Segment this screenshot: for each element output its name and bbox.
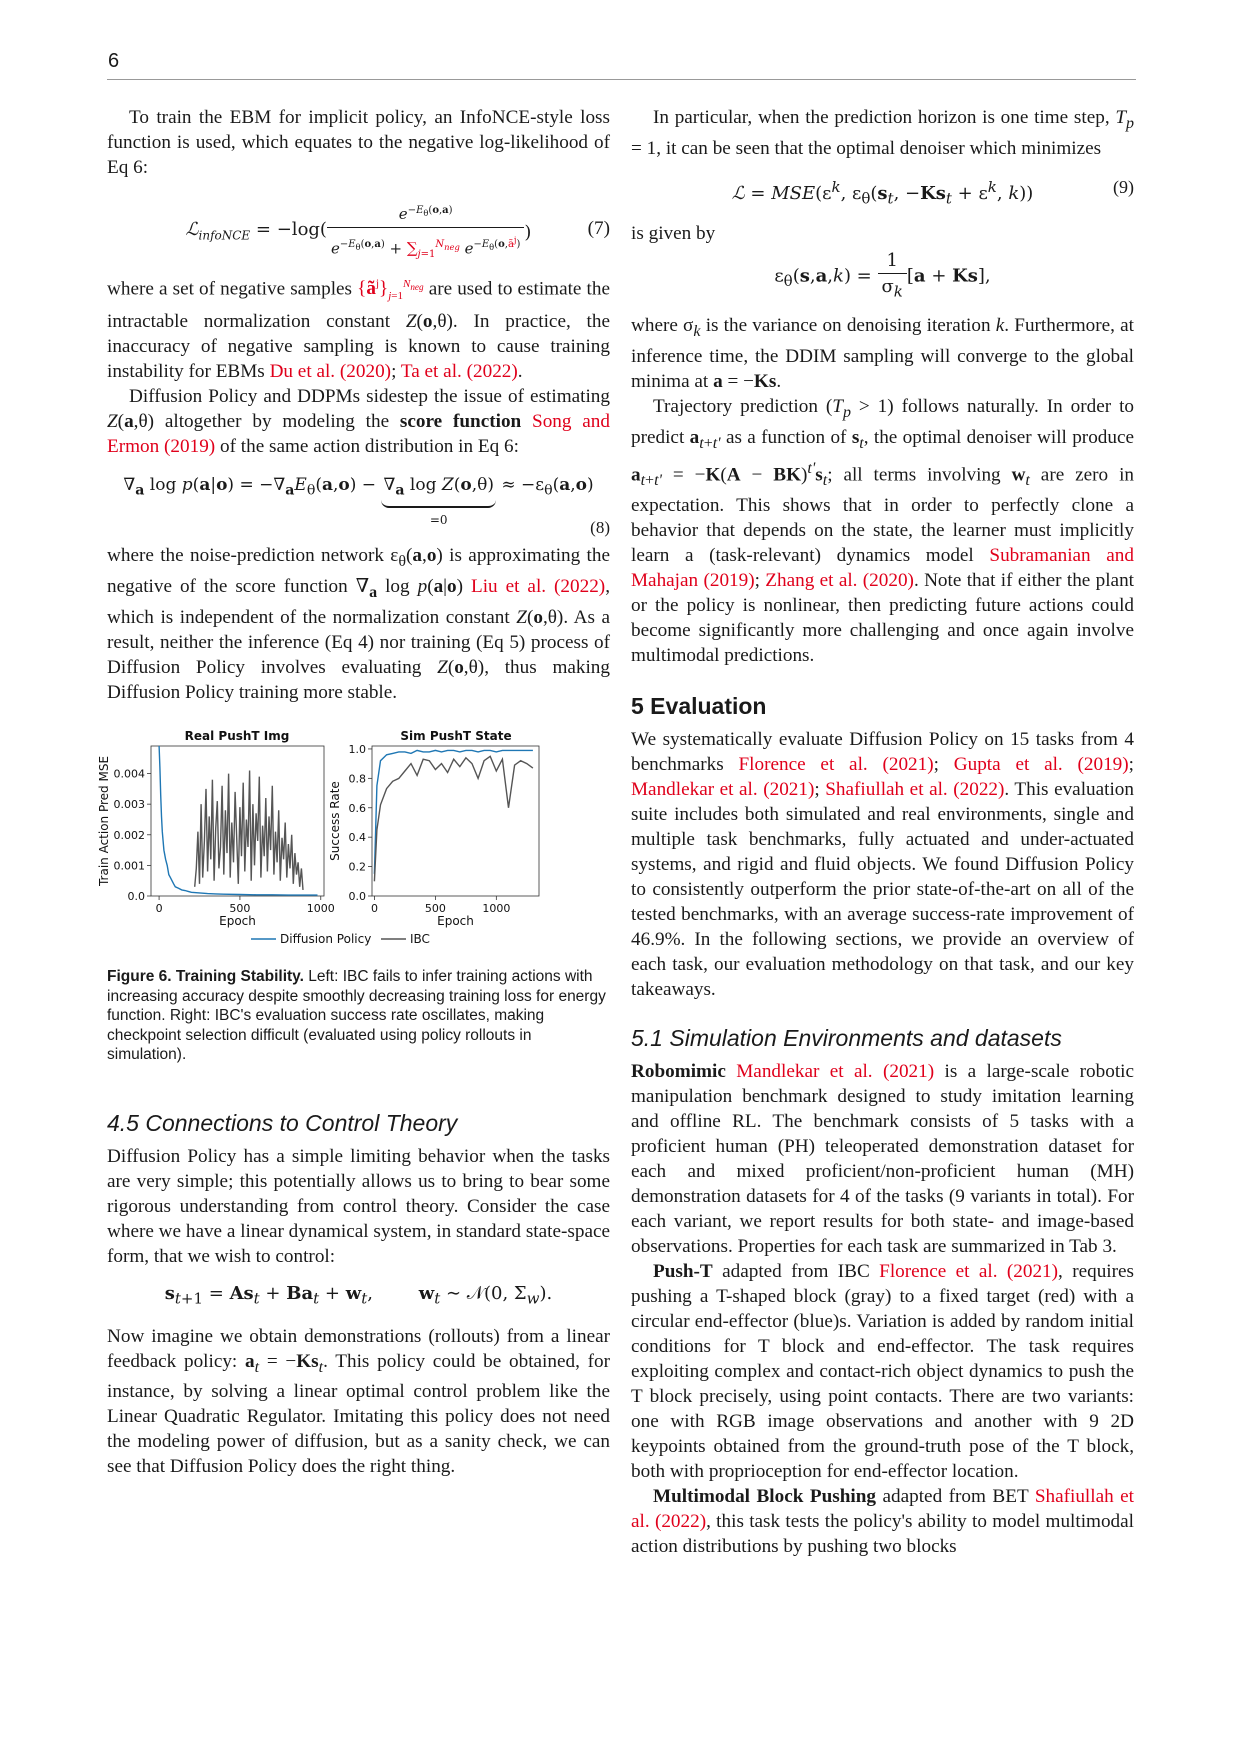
citation-florence-pusht[interactable]: Florence et al. (2021) xyxy=(879,1260,1059,1282)
legend-label-ibc: IBC xyxy=(410,932,430,946)
chart-real-pusht-img xyxy=(97,729,335,928)
x-tick-label: 500 xyxy=(229,902,251,915)
equation-optimal-denoiser: $\varepsilon_\theta(s,a,k)$ = $\frac{1}{\sigma_k}$ [a + Ks], xyxy=(774,250,991,302)
paragraph-control-theory: Diffusion Policy has a simple limiting behavior when the tasks are very simple; this potentially allows us to bring to bear some rigorous understanding from control theory. Consider the case where we have a linear dynamical system, in standard state-space form, that we wish to control: xyxy=(107,1146,610,1267)
left-column-bottom xyxy=(107,1111,610,1479)
y-tick-label: 0.6 xyxy=(348,801,366,815)
y-tick-label: 0.003 xyxy=(113,798,145,812)
equation-8: $\nabla_a$ $\log p(a|o) = -\nabla_aE_\theta(a,o)$ − $\nabla_a$ log Z(o,θ) =0 ≈ $-\varepsilon_\theta(a,o)$ (8) xyxy=(123,475,610,538)
legend-label-diffusion-policy: Diffusion Policy xyxy=(280,932,372,946)
header-rule xyxy=(107,79,1136,80)
chart-title: Real PushT Img xyxy=(184,729,290,743)
y-tick-label: 0.4 xyxy=(348,831,366,845)
y-tick-label: 1.0 xyxy=(348,742,366,756)
citation-liu[interactable]: Liu et al. (2022) xyxy=(470,576,606,598)
y-tick-label: 0.0 xyxy=(348,890,366,903)
x-tick-label: 1000 xyxy=(306,902,335,915)
paragraph-given-by: is given by xyxy=(631,223,716,245)
citation-shafiullah[interactable]: Shafiullah et al. (2022) xyxy=(825,778,1005,800)
citation-shafiullah-bet[interactable]: Shafiullah et al. (2022) xyxy=(631,1485,1135,1532)
y-tick-label: 0.002 xyxy=(113,828,145,842)
x-axis-label: Epoch xyxy=(219,914,256,928)
legend xyxy=(251,932,430,946)
paragraph-variance: where $\sigma_k$ is the variance on denoising iteration k. Furthermore, at inference time, the DDIM sampling will converge to the global minima at a = −Ks. xyxy=(631,315,1135,392)
page-number: 6 xyxy=(108,50,120,72)
paragraph-linear-feedback: Now imagine we obtain demonstrations (rollouts) from a linear feedback policy: $a_t = -Ks_t$. This policy could be obtained, for instance, by solving a linear optimal control problem like the Linear Quadratic Regulator. Imitating this policy does not need the modeling power of diffusion, but as a sanity check, we can see that Diffusion Policy does the right thing. xyxy=(107,1325,611,1478)
chart-sim-pusht-state xyxy=(328,729,539,928)
y-tick-label: 0.001 xyxy=(113,859,145,873)
y-tick-label: 0.004 xyxy=(113,767,145,781)
citation-mandlekar-robomimic[interactable]: Mandlekar et al. (2021) xyxy=(736,1060,935,1082)
figure-6-training-stability xyxy=(96,722,616,954)
section-5-title: 5 Evaluation xyxy=(631,692,767,719)
citation-florence[interactable]: Florence et al. (2021) xyxy=(738,753,934,775)
citation-du[interactable]: Du et al. (2020) xyxy=(269,361,392,383)
citation-gupta[interactable]: Gupta et al. (2019) xyxy=(953,753,1129,775)
equation-7: ℒ$_{infoNCE}$ = −log( $\frac{e^{-E_\theta(o,a)}}{e^{-E_\theta(o,a)} + \sum_{j=1}^{N_{neg}} e^{-E_\theta(o,ã^j)}}$ ) (7) xyxy=(107,198,610,258)
paragraph-negative-samples: where a set of negative samples $\{ã^j\}_{j=1}^{N_{neg}}$ are used to estimate the intractable normalization constant Z(o,θ). In practice, the inaccuracy of negative sampling is known to cause training instability for EBMs Du et al. (2020); Ta et al. (2022). xyxy=(107,278,610,383)
paragraph-robomimic: Robomimic Mandlekar et al. (2021) is a large-scale robotic manipulation benchmark designed to study imitation learning and offline RL. The benchmark consists of 5 tasks with a proficient human (PH) teleoperated demonstration dataset for each and mixed proficient/non-proficient human (MH) demonstration datasets for 4 of the tasks (9 variants in total). For each variant, we report results for both state- and image-based observations. Properties for each task are summarized in Tab 3. xyxy=(631,1060,1135,1257)
section-4-5-title: 4.5 Connections to Control Theory xyxy=(107,1110,458,1136)
equation-9: ℒ = $MSE(\varepsilon^k$, $\varepsilon_\theta(s_t$, $-Ks_t + \varepsilon^k$, k)) (9) xyxy=(731,176,1134,208)
x-tick-label: 1000 xyxy=(482,902,511,915)
chart-title: Sim PushT State xyxy=(400,729,512,743)
paragraph-trajectory-prediction: Trajectory prediction $(T_p > 1)$ follows naturally. In order to predict $a_{t+t'}$ as a function of $s_t$, the optimal denoiser will produce $a_{t+t'} = -K(A - BK)^{t'}s_t$; all terms involving $w_t$ are zero in expectation. This shows that in order to perfectly clone a behavior that depends on the state, the learner must implicitly learn a (task-relevant) dynamics model Subramanian and Mahajan (2019); Zhang et al. (2020). Note that if either the plant or the policy is nonlinear, then predicting future actions could become significantly more challenging and once again involve multimodal predictions. xyxy=(631,395,1135,666)
series-line-ibc xyxy=(195,771,303,890)
paragraph-noise-prediction: where the noise-prediction network $\varepsilon_\theta(a,o)$ is approximating the negative of the score function $\nabla_a$ log p(a|o) Liu et al. (2022), which is independent of the normalization constant Z(o,θ). As a result, neither the inference (Eq 4) nor training (Eq 5) process of Diffusion Policy involves evaluating Z(o,θ), thus making Diffusion Policy training more stable. xyxy=(107,545,611,703)
right-column xyxy=(631,105,1134,1559)
x-tick-label: 0 xyxy=(155,902,163,915)
citation-ta[interactable]: Ta et al. (2022) xyxy=(400,361,518,383)
section-5-1-title: 5.1 Simulation Environments and datasets xyxy=(631,1024,1062,1051)
y-axis-label: Success Rate xyxy=(328,781,342,861)
series-line-diffusion-policy xyxy=(374,750,533,874)
citation-subramanian[interactable]: Subramanian and Mahajan (2019) xyxy=(631,544,1134,591)
y-tick-label: 0.2 xyxy=(348,860,366,874)
x-tick-label: 500 xyxy=(424,902,446,915)
equation-state-space: $s_{t+1} = As_t + Ba_t + w_t$, $w_t$ ∼ 𝒩(0, $\Sigma_w$). xyxy=(164,1283,553,1308)
x-tick-label: 0 xyxy=(370,902,378,915)
y-axis-label: Train Action Pred MSE xyxy=(97,755,111,887)
x-axis-label: Epoch xyxy=(437,914,474,928)
paragraph-infonce: To train the EBM for implicit policy, an InfoNCE-style loss function is used, which equates to the negative log-likelihood of Eq 6: xyxy=(107,107,610,178)
paragraph-block-pushing: Multimodal Block Pushing adapted from BET Shafiullah et al. (2022), this task tests the policy's ability to model multimodal action distributions by pushing two blocks xyxy=(631,1485,1135,1557)
series-line-ibc xyxy=(374,756,533,881)
citation-song[interactable]: Song and Ermon (2019) xyxy=(107,411,610,458)
paragraph-diffusion-policy: Diffusion Policy and DDPMs sidestep the issue of estimating Z(a,θ) altogether by modeling the score function Song and Ermon (2019) of the same action distribution in Eq 6: xyxy=(107,386,610,458)
paragraph-evaluation: We systematically evaluate Diffusion Policy on 15 tasks from 4 benchmarks Florence et al. (2021); Gupta et al. (2019); Mandlekar et al. (2021); Shafiullah et al. (2022). This evaluation suite includes both simulated and real environments, single and multiple task benchmarks, fully actuated and under-actuated systems, and rigid and fluid objects. We found Diffusion Policy to consistently outperform the prior state-of-the-art on all of the tested benchmarks, with an average success-rate improvement of 46.9%. In the following sections, we provide an overview of each task, our evaluation methodology on that task, and our key takeaways. xyxy=(631,728,1134,1000)
left-column-top xyxy=(107,105,610,705)
paragraph-one-step: In particular, when the prediction horizon is one time step, $T_p = 1$, it can be seen that the optimal denoiser which minimizes xyxy=(631,107,1135,159)
citation-zhang[interactable]: Zhang et al. (2020) xyxy=(765,569,914,591)
citation-mandlekar[interactable]: Mandlekar et al. (2021) xyxy=(631,778,815,800)
y-tick-label: 0.8 xyxy=(348,772,366,786)
figure-6-caption: Figure 6. Training Stability. Left: IBC fails to infer training actions with increasing accuracy despite smoothly decreasing training loss for energy function. Right: IBC's evaluation success rate oscillates, making checkpoint selection difficult (evaluated using policy rollouts in simulation). xyxy=(107,968,606,1063)
paragraph-push-t: Push-T adapted from IBC Florence et al. (2021), requires pushing a T-shaped block (gray) to a fixed target (red) with a circular end-effector (blue)s. Variation is added by random initial conditions for T block and end-effector. The task requires exploiting complex and contact-rich object dynamics to push the T block precisely, using point contacts. There are two variants: one with RGB image observations and another with 9 2D keypoints obtained from the ground-truth pose of the T block, both with proprioception for end-effector location. xyxy=(631,1260,1135,1482)
y-tick-label: 0.0 xyxy=(127,890,145,903)
